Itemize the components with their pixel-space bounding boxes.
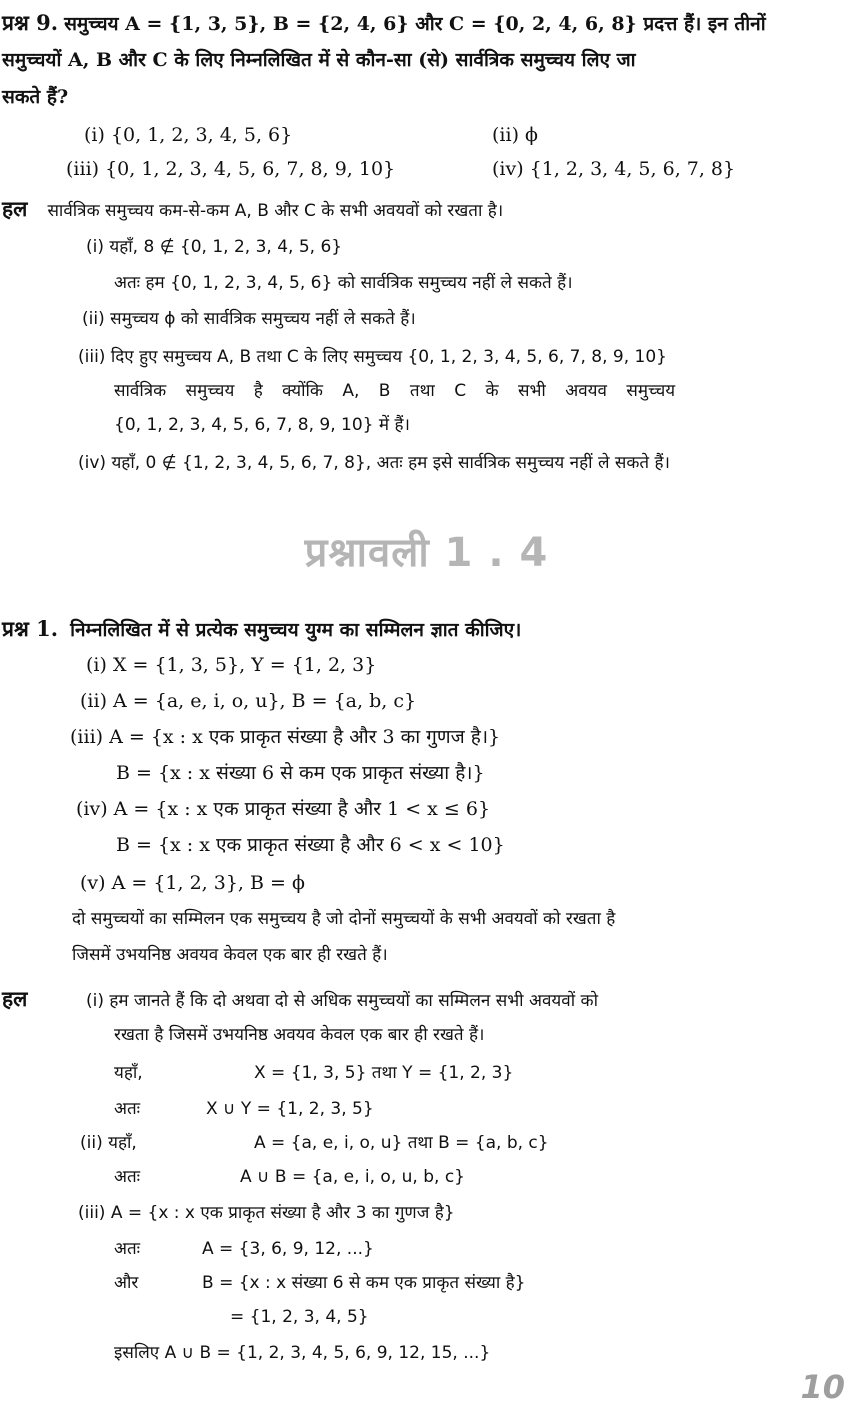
sol9-label: हल	[2, 196, 28, 221]
sol1-iii-5: इसलिए A ∪ B = {1, 2, 3, 4, 5, 6, 9, 12, 15, ...}	[114, 1343, 491, 1363]
q1-line	[2, 616, 521, 643]
sol9-iii-1: (iii) दिए हुए समुच्चय A, B तथा C के लिए समुच्चय {0, 1, 2, 3, 4, 5, 6, 7, 8, 9, 10}	[78, 347, 667, 367]
sol1-i-4-label: अतः	[114, 1099, 141, 1119]
q9-text-1: समुच्चय A = {1, 3, 5}, B = {2, 4, 6} और C = {0, 2, 4, 6, 8} प्रदत्त हैं। इन तीनों	[64, 13, 766, 35]
sol1-iii-3-label: और	[114, 1273, 139, 1293]
q1-iv-b: B = {x : x एक प्राकृत संख्या है और 6 < x < 10}	[116, 834, 505, 856]
q9-option-i: (i) {0, 1, 2, 3, 4, 5, 6}	[84, 124, 293, 146]
sol1-i-1: (i) हम जानते हैं कि दो अथवा दो से अधिक समुच्चयों का सम्मिलन सभी अवयवों को	[86, 991, 598, 1011]
q1-ii: (ii) A = {a, e, i, o, u}, B = {a, b, c}	[80, 690, 417, 712]
q1-text: निम्नलिखित में से प्रत्येक समुच्चय युग्म का सम्मिलन ज्ञात कीजिए।	[70, 619, 522, 641]
sol9-iv: (iv) यहाँ, 0 ∉ {1, 2, 3, 4, 5, 6, 7, 8}, अतः हम इसे सार्वत्रिक समुच्चय नहीं ले सकते हैं।	[78, 453, 670, 473]
q9-line-3: सकते हैं?	[2, 86, 69, 108]
sol9-iii-2: सार्वत्रिक समुच्चय है क्योंकि A, B तथा C के सभी अवयव समुच्चय	[114, 381, 676, 401]
q1-iii-a: (iii) A = {x : x एक प्राकृत संख्या है और 3 का गुणज है।}	[70, 726, 501, 748]
q9-option-iv: (iv) {1, 2, 3, 4, 5, 6, 7, 8}	[492, 158, 736, 180]
page-number: 10	[800, 1368, 845, 1406]
sol1-iii-3: B = {x : x संख्या 6 से कम एक प्राकृत संख्या है}	[202, 1273, 526, 1293]
sol1-iii-4: = {1, 2, 3, 4, 5}	[230, 1307, 369, 1327]
sol9-i-1: (i) यहाँ, 8 ∉ {0, 1, 2, 3, 4, 5, 6}	[86, 237, 343, 257]
sol9-iii-3: {0, 1, 2, 3, 4, 5, 6, 7, 8, 9, 10} में हैं।	[114, 415, 410, 435]
q1-note-1: दो समुच्चयों का सम्मिलन एक समुच्चय है जो दोनों समुच्चयों के सभी अवयवों को रखता है	[72, 909, 616, 929]
sol1-i-3-label: यहाँ,	[114, 1063, 143, 1083]
sol1-label: हल	[2, 986, 28, 1011]
q9-option-iii: (iii) {0, 1, 2, 3, 4, 5, 6, 7, 8, 9, 10}	[66, 158, 396, 180]
sol1-i-2: रखता है जिसमें उभयनिष्ठ अवयव केवल एक बार ही रखते हैं।	[114, 1025, 485, 1045]
sol1-iii-1: (iii) A = {x : x एक प्राकृत संख्या है और 3 का गुणज है}	[78, 1203, 455, 1223]
sol1-i-4: X ∪ Y = {1, 2, 3, 5}	[206, 1099, 374, 1119]
q1-i: (i) X = {1, 3, 5}, Y = {1, 2, 3}	[86, 654, 377, 676]
sol1-iii-2: A = {3, 6, 9, 12, ...}	[202, 1239, 374, 1259]
q1-iii-b: B = {x : x संख्या 6 से कम एक प्राकृत संख्या है।}	[116, 762, 485, 784]
sol1-ii-2: A ∪ B = {a, e, i, o, u, b, c}	[240, 1167, 465, 1187]
q1-label: प्रश्न 1.	[2, 616, 59, 641]
sol1-iii-2-label: अतः	[114, 1239, 141, 1259]
q1-v: (v) A = {1, 2, 3}, B = ϕ	[80, 872, 305, 894]
sol9-ii: (ii) समुच्चय ϕ को सार्वत्रिक समुच्चय नहीं ले सकते हैं।	[82, 309, 416, 329]
sol1-i-3: X = {1, 3, 5} तथा Y = {1, 2, 3}	[254, 1063, 514, 1083]
q9-line-2: समुच्चयों A, B और C के लिए निम्नलिखित में से कौन-सा (से) सार्वत्रिक समुच्चय लिए जा	[2, 49, 636, 71]
sol1-ii-2-label: अतः	[114, 1167, 141, 1187]
q9-line-1	[2, 10, 766, 37]
sol1-ii-1-label: (ii) यहाँ,	[80, 1133, 137, 1153]
sol9-intro: सार्वत्रिक समुच्चय कम-से-कम A, B और C के सभी अवयवों को रखता है।	[47, 201, 504, 221]
q1-note-2: जिसमें उभयनिष्ठ अवयव केवल एक बार ही रखते हैं।	[72, 945, 388, 965]
sol9-i-2: अतः हम {0, 1, 2, 3, 4, 5, 6} को सार्वत्रिक समुच्चय नहीं ले सकते हैं।	[114, 273, 573, 293]
sol1-ii-1: A = {a, e, i, o, u} तथा B = {a, b, c}	[254, 1133, 549, 1153]
q9-label: प्रश्न 9.	[2, 10, 59, 35]
exercise-title: प्रश्नावली 1 . 4	[304, 530, 549, 576]
q9-option-ii: (ii) ϕ	[492, 124, 538, 146]
sol9-intro-line	[2, 196, 503, 224]
q1-iv-a: (iv) A = {x : x एक प्राकृत संख्या है और 1 < x ≤ 6}	[76, 798, 491, 820]
